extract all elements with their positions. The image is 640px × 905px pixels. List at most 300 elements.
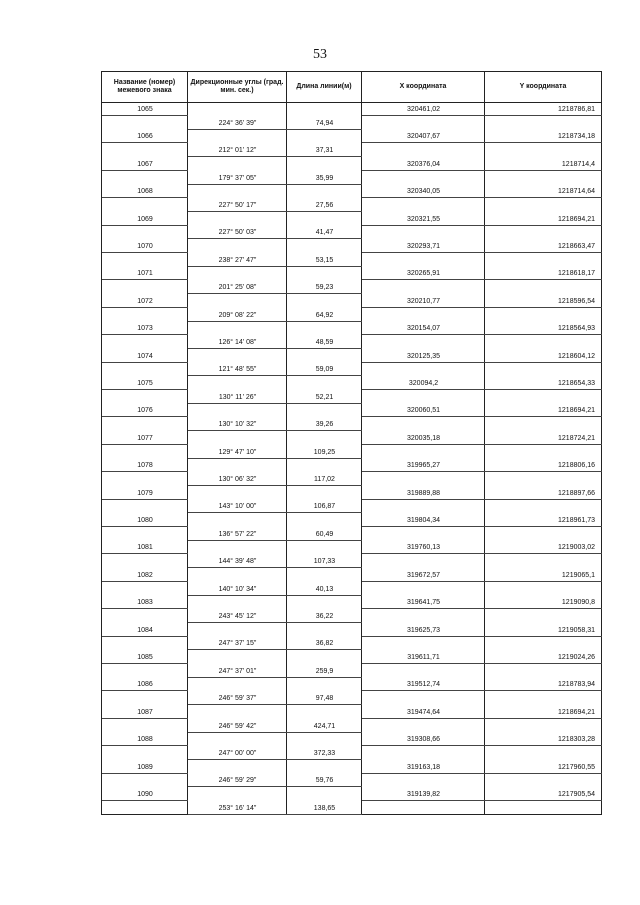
point-name: 1083	[137, 599, 153, 607]
x-coordinate: 320461,02	[406, 106, 441, 113]
cell-underline	[287, 622, 362, 623]
line-length: 48,59	[315, 338, 334, 346]
y-coordinate-value: 1218806,16	[558, 462, 595, 470]
cell-underline	[485, 690, 602, 691]
point-row	[102, 570, 601, 581]
segment-row	[102, 638, 601, 649]
point-name: 1075	[137, 380, 153, 387]
segment-row	[102, 666, 601, 677]
cell-underline	[102, 389, 188, 390]
y-coordinate	[485, 570, 601, 581]
y-coordinate-value: 1218694,21	[558, 407, 595, 415]
direction-angle: 246° 59' 37"	[218, 695, 257, 703]
cell-underline	[362, 197, 485, 198]
cell-underline	[485, 581, 602, 582]
cell-underline	[362, 608, 485, 609]
cell-underline	[102, 718, 188, 719]
point-row	[102, 405, 601, 416]
segment-row	[102, 693, 601, 704]
cell-underline	[188, 622, 287, 623]
cell-underline	[188, 156, 287, 157]
y-coordinate	[485, 734, 601, 745]
y-coordinate	[485, 351, 601, 362]
segment-row	[102, 474, 601, 485]
cell-underline	[102, 581, 188, 582]
direction-angle: 126° 14' 08"	[218, 338, 257, 346]
cell-underline	[485, 499, 602, 500]
x-coordinate: 320407,67	[406, 133, 441, 141]
x-coordinate: 320035,18	[406, 434, 441, 442]
cell-underline	[362, 307, 485, 308]
cell-underline	[287, 485, 362, 486]
segment-row	[102, 584, 601, 595]
direction-angle: 243° 45' 12"	[218, 612, 257, 620]
point-row	[102, 241, 601, 252]
point-name: 1070	[137, 243, 153, 250]
cell-underline	[362, 636, 485, 637]
cell-underline	[287, 759, 362, 760]
direction-angle: 247° 37' 01"	[218, 667, 257, 675]
line-length: 59,09	[315, 366, 334, 374]
y-coordinate	[485, 241, 601, 252]
point-name: 1077	[137, 434, 153, 442]
x-coordinate: 319641,75	[406, 599, 441, 607]
x-coordinate: 319139,82	[406, 791, 441, 798]
cell-underline	[485, 142, 602, 143]
cell-underline	[362, 800, 485, 801]
point-name: 1074	[137, 352, 153, 360]
cell-underline	[362, 142, 485, 143]
y-coordinate	[485, 433, 601, 444]
cell-underline	[188, 430, 287, 431]
point-row	[102, 104, 601, 115]
point-row	[102, 214, 601, 225]
point-row	[102, 734, 601, 745]
boundary-coordinates-table	[101, 71, 602, 815]
cell-underline	[188, 814, 287, 815]
x-coordinate: 319611,71	[407, 654, 440, 661]
cell-underline	[362, 252, 485, 253]
y-coordinate-value: 1218663,47	[558, 243, 595, 250]
y-coordinate	[485, 405, 601, 416]
cell-underline	[287, 786, 362, 787]
direction-angle: 227° 50' 03"	[218, 229, 257, 237]
cell-underline	[188, 485, 287, 486]
segment-row	[102, 145, 601, 156]
y-coordinate-value: 1218604,12	[558, 352, 595, 360]
direction-angle: 136° 57' 22"	[218, 530, 257, 538]
header-x: X координата	[362, 72, 485, 102]
point-row	[102, 460, 601, 471]
point-row	[102, 488, 601, 499]
cell-underline	[102, 690, 188, 691]
y-coordinate-value: 1219058,31	[558, 626, 595, 634]
cell-underline	[485, 471, 602, 472]
cell-underline	[188, 129, 287, 130]
cell-underline	[188, 348, 287, 349]
cell-underline	[287, 677, 362, 678]
cell-underline	[188, 704, 287, 705]
cell-underline	[102, 307, 188, 308]
point-name: 1084	[137, 626, 153, 634]
cell-underline	[485, 608, 602, 609]
segment-row	[102, 529, 601, 540]
y-coordinate-value: 1218694,21	[558, 708, 595, 716]
point-name: 1067	[137, 160, 153, 168]
y-coordinate	[485, 707, 601, 718]
cell-underline	[287, 567, 362, 568]
cell-underline	[287, 156, 362, 157]
cell-underline	[362, 663, 485, 664]
cell-underline	[102, 252, 188, 253]
page-number: 53	[313, 47, 327, 62]
cell-underline	[362, 499, 485, 500]
cell-underline	[102, 800, 188, 801]
line-length: 64,92	[315, 311, 334, 319]
cell-underline	[485, 115, 602, 116]
point-row	[102, 323, 601, 334]
direction-angle: 129° 47' 10"	[218, 448, 257, 456]
cell-underline	[485, 526, 602, 527]
cell-underline	[287, 211, 362, 212]
cell-underline	[362, 581, 485, 582]
cell-underline	[485, 307, 602, 308]
direction-angle: 130° 11' 26"	[218, 393, 257, 401]
line-length: 74,94	[315, 119, 334, 127]
x-coordinate: 319672,57	[406, 571, 441, 579]
direction-angle: 130° 10' 32"	[218, 421, 257, 429]
line-length: 59,76	[315, 777, 334, 785]
y-coordinate-value: 1217905,54	[558, 791, 595, 798]
y-coordinate	[485, 159, 601, 170]
cell-underline	[287, 238, 362, 239]
x-coordinate: 319308,66	[406, 736, 441, 744]
line-length: 53,15	[315, 256, 334, 264]
cell-underline	[287, 293, 362, 294]
cell-underline	[485, 636, 602, 637]
header-y: Y координата	[519, 83, 567, 90]
cell-underline	[362, 362, 485, 363]
line-length: 109,25	[313, 448, 336, 456]
point-name: 1076	[137, 407, 153, 415]
y-coordinate	[485, 597, 601, 608]
x-coordinate: 319760,13	[406, 544, 441, 552]
line-length: 36,22	[315, 612, 334, 620]
direction-angle: 209° 08' 22"	[218, 311, 257, 319]
point-row	[102, 186, 601, 197]
cell-underline	[287, 321, 362, 322]
direction-angle: 201° 25' 08"	[218, 284, 257, 292]
cell-underline	[287, 375, 362, 376]
cell-underline	[188, 238, 287, 239]
direction-angle: 238° 27' 47"	[218, 256, 257, 264]
cell-underline	[102, 745, 188, 746]
y-coordinate-value: 1218694,21	[558, 215, 595, 223]
cell-underline	[362, 389, 485, 390]
line-length: 138,65	[313, 804, 336, 812]
cell-underline	[188, 512, 287, 513]
direction-angle: 130° 06' 32"	[218, 475, 257, 483]
point-row	[102, 433, 601, 444]
line-length: 424,71	[313, 722, 336, 730]
point-name: 1090	[137, 791, 153, 798]
x-coordinate: 320060,51	[406, 407, 441, 415]
y-coordinate	[485, 460, 601, 471]
segment-row	[102, 310, 601, 321]
x-coordinate: 320340,05	[406, 188, 441, 196]
table-body	[101, 103, 602, 815]
point-name: 1068	[137, 188, 153, 196]
y-coordinate	[485, 186, 601, 197]
direction-angle: 246° 59' 29"	[218, 777, 257, 785]
x-coordinate: 320376,04	[406, 160, 441, 168]
cell-underline	[188, 732, 287, 733]
segment-row	[102, 611, 601, 622]
direction-angle: 246° 59' 42"	[218, 722, 257, 730]
point-row	[102, 597, 601, 608]
cell-underline	[188, 759, 287, 760]
point-name: 1065	[137, 106, 153, 113]
line-length: 35,99	[315, 174, 334, 182]
cell-underline	[485, 718, 602, 719]
direction-angle: 212° 01' 12"	[218, 147, 257, 155]
cell-underline	[188, 649, 287, 650]
cell-underline	[362, 526, 485, 527]
x-coordinate: 320293,71	[406, 243, 441, 250]
segment-row	[102, 392, 601, 403]
x-coordinate: 319474,64	[406, 708, 441, 716]
cell-underline	[485, 553, 602, 554]
cell-underline	[485, 800, 602, 801]
point-row	[102, 159, 601, 170]
cell-underline	[188, 211, 287, 212]
segment-row	[102, 118, 601, 129]
line-length: 106,87	[313, 503, 336, 511]
segment-row	[102, 200, 601, 211]
line-length: 27,56	[315, 201, 334, 209]
direction-angle: 143° 10' 00"	[218, 503, 257, 511]
segment-row	[102, 282, 601, 293]
cell-underline	[287, 129, 362, 130]
point-row	[102, 762, 601, 773]
cell-underline	[362, 553, 485, 554]
cell-underline	[362, 471, 485, 472]
line-length: 52,21	[315, 393, 334, 401]
line-length: 36,82	[315, 640, 334, 648]
point-name: 1086	[137, 681, 153, 689]
segment-row	[102, 419, 601, 430]
x-coordinate: 319804,34	[406, 517, 441, 524]
cell-underline	[485, 745, 602, 746]
x-coordinate: 319625,73	[406, 626, 441, 634]
cell-underline	[188, 567, 287, 568]
segment-row	[102, 501, 601, 512]
cell-underline	[102, 142, 188, 143]
cell-underline	[102, 553, 188, 554]
direction-angle: 140° 10' 34"	[218, 585, 257, 593]
segment-row	[102, 556, 601, 567]
y-coordinate-value: 1218714,64	[558, 188, 595, 196]
cell-underline	[287, 512, 362, 513]
direction-angle: 179° 37' 05"	[218, 174, 257, 182]
cell-underline	[362, 773, 485, 774]
cell-underline	[102, 499, 188, 500]
point-row	[102, 296, 601, 307]
segment-row	[102, 337, 601, 348]
x-coordinate: 319965,27	[406, 462, 441, 470]
cell-underline	[485, 334, 602, 335]
direction-angle: 144° 39' 48"	[218, 558, 257, 566]
cell-underline	[102, 526, 188, 527]
cell-underline	[362, 334, 485, 335]
point-row	[102, 542, 601, 553]
y-coordinate	[485, 542, 601, 553]
y-coordinate-value: 1218734,18	[558, 133, 595, 141]
segment-row	[102, 255, 601, 266]
cell-underline	[102, 170, 188, 171]
cell-underline	[102, 608, 188, 609]
y-coordinate-value: 1218564,93	[558, 325, 595, 333]
point-name: 1069	[137, 215, 153, 223]
point-name: 1066	[137, 133, 153, 141]
y-coordinate	[485, 515, 601, 526]
cell-underline	[102, 663, 188, 664]
cell-underline	[102, 197, 188, 198]
cell-underline	[287, 458, 362, 459]
x-coordinate: 320125,35	[406, 352, 441, 360]
cell-underline	[362, 416, 485, 417]
segment-row	[102, 364, 601, 375]
cell-underline	[485, 170, 602, 171]
cell-underline	[188, 403, 287, 404]
line-length: 37,31	[315, 147, 334, 155]
point-name: 1088	[137, 736, 153, 744]
y-coordinate	[485, 323, 601, 334]
y-coordinate-value: 1218618,17	[558, 270, 595, 278]
cell-underline	[188, 595, 287, 596]
direction-angle: 224° 36' 39"	[218, 119, 257, 127]
table-header	[101, 71, 602, 103]
cell-underline	[362, 279, 485, 280]
y-coordinate	[485, 131, 601, 142]
cell-underline	[485, 252, 602, 253]
point-name: 1079	[137, 489, 153, 497]
y-coordinate	[485, 789, 601, 800]
y-coordinate	[485, 762, 601, 773]
cell-underline	[362, 115, 485, 116]
cell-underline	[485, 362, 602, 363]
cell-underline	[102, 115, 188, 116]
y-coordinate	[485, 296, 601, 307]
header-length: Длина линии(м)	[287, 72, 362, 102]
cell-underline	[287, 430, 362, 431]
point-row	[102, 652, 601, 663]
cell-underline	[188, 266, 287, 267]
direction-angle: 227° 50' 17"	[218, 201, 257, 209]
y-coordinate-value: 1218714,4	[561, 160, 595, 168]
y-coordinate-value: 1218961,73	[558, 517, 595, 524]
cell-underline	[102, 416, 188, 417]
y-coordinate	[485, 104, 601, 115]
cell-underline	[287, 184, 362, 185]
cell-underline	[287, 704, 362, 705]
y-coordinate-value: 1218303,28	[558, 736, 595, 744]
cell-underline	[485, 389, 602, 390]
point-name: 1089	[137, 763, 153, 771]
line-length: 117,02	[314, 475, 335, 483]
segment-row	[102, 803, 601, 814]
point-name: 1082	[137, 571, 153, 579]
cell-underline	[287, 348, 362, 349]
point-name: 1085	[137, 654, 153, 661]
segment-row	[102, 227, 601, 238]
cell-underline	[362, 225, 485, 226]
cell-underline	[287, 540, 362, 541]
cell-underline	[188, 458, 287, 459]
y-coordinate	[485, 488, 601, 499]
x-coordinate: 320265,91	[406, 270, 441, 278]
cell-underline	[287, 649, 362, 650]
line-length: 39,26	[315, 421, 334, 429]
direction-angle: 247° 37' 15"	[218, 640, 257, 648]
cell-underline	[485, 444, 602, 445]
cell-underline	[287, 266, 362, 267]
x-coordinate: 320154,07	[406, 325, 441, 333]
point-row	[102, 378, 601, 389]
y-coordinate-value: 1218897,66	[558, 489, 595, 497]
y-coordinate-value: 1218654,33	[558, 380, 595, 387]
cell-underline	[287, 814, 362, 815]
point-name: 1073	[137, 325, 153, 333]
point-row	[102, 351, 601, 362]
x-coordinate: 319889,88	[406, 489, 441, 497]
point-row	[102, 131, 601, 142]
cell-underline	[188, 375, 287, 376]
cell-underline	[485, 225, 602, 226]
cell-underline	[287, 732, 362, 733]
line-length: 40,13	[315, 585, 334, 593]
cell-underline	[102, 444, 188, 445]
y-coordinate	[485, 378, 601, 389]
cell-underline	[102, 279, 188, 280]
cell-underline	[188, 184, 287, 185]
cell-underline	[287, 595, 362, 596]
cell-underline	[102, 362, 188, 363]
cell-underline	[362, 444, 485, 445]
segment-row	[102, 775, 601, 786]
cell-underline	[362, 170, 485, 171]
line-length: 259,9	[315, 667, 334, 675]
cell-underline	[102, 471, 188, 472]
x-coordinate: 320210,77	[406, 297, 441, 305]
cell-underline	[188, 321, 287, 322]
cell-underline	[188, 293, 287, 294]
point-name: 1080	[137, 517, 153, 524]
point-row	[102, 679, 601, 690]
segment-row	[102, 748, 601, 759]
point-name: 1072	[137, 297, 153, 305]
cell-underline	[485, 773, 602, 774]
point-row	[102, 625, 601, 636]
header-name: Название (номер) межевого знака	[102, 72, 188, 102]
line-length: 97,48	[315, 695, 334, 703]
cell-underline	[485, 197, 602, 198]
y-coordinate	[485, 679, 601, 690]
y-coordinate-value: 1219003,02	[558, 544, 595, 552]
y-coordinate-value: 1218596,54	[558, 297, 595, 305]
cell-underline	[188, 540, 287, 541]
segment-row	[102, 721, 601, 732]
